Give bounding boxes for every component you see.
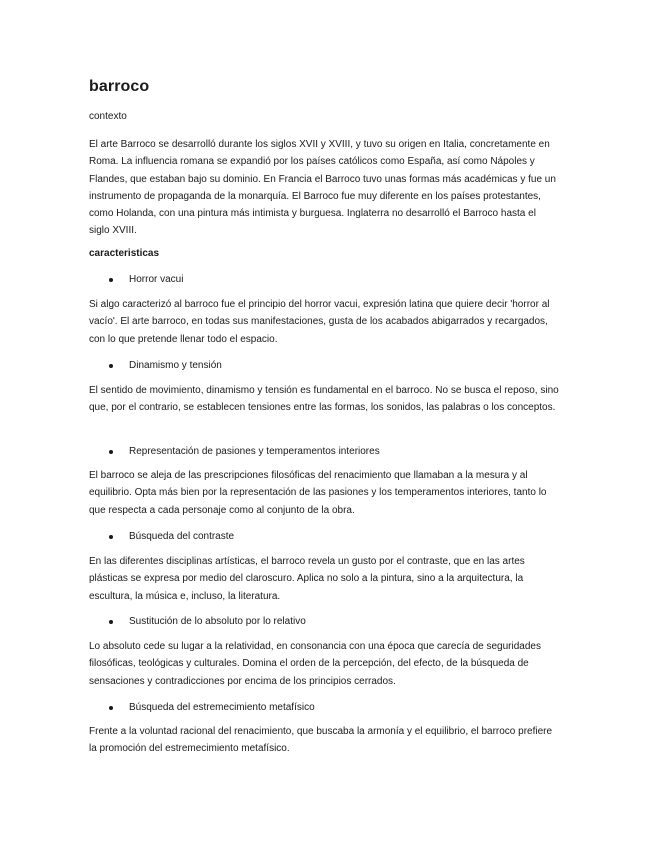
- feature-bullet-relativo: [109, 616, 306, 627]
- feature-bullet-pasiones: [109, 446, 380, 457]
- feature-label: Representación de pasiones y temperamentos interiores: [129, 446, 380, 457]
- bullet-dot-icon: [109, 620, 113, 624]
- feature-bullet-dinamismo: [109, 360, 222, 371]
- bullet-dot-icon: [109, 278, 113, 282]
- feature-text-dinamismo: El sentido de movimiento, dinamismo y tensión es fundamental en el barroco. No se busca el reposo, sino que, por el contrario, se establecen tensiones entre las formas, los sonidos, las palabras o los conceptos.: [89, 385, 559, 414]
- feature-label: Búsqueda del estremecimiento metafísico: [129, 702, 315, 713]
- feature-text-pasiones: El barroco se aleja de las prescripciones filosóficas del renacimiento que llamaban a la mesura y al equilibrio. Opta más bien por la representación de las pasiones y los temperamentos interiores, tanto lo que respecta a cada personaje como al conjunto de la obra.: [89, 470, 547, 516]
- feature-bullet-horror-vacui: [109, 274, 183, 285]
- bullet-dot-icon: [109, 706, 113, 710]
- context-heading: contexto: [89, 111, 127, 122]
- feature-label: Dinamismo y tensión: [129, 360, 222, 371]
- context-paragraph: El arte Barroco se desarrolló durante los siglos XVII y XVIII, y tuvo su origen en Italia, concretamente en Roma. La influencia romana se expandió por los países católicos como España, así como Nápoles y Flandes, que estaban bajo su dominio. En Francia el Barroco tuvo unas formas más académicas y fue un instrumento de propaganda de la monarquía. El Barroco fue muy diferente en los países protestantes, como Holanda, con una pintura más intimista y burguesa. Inglaterra no desarrolló el Barroco hasta el siglo XVIII.: [89, 139, 556, 237]
- feature-label: Sustitución de lo absoluto por lo relativo: [129, 616, 306, 627]
- feature-bullet-contraste: [109, 531, 234, 542]
- feature-text-contraste: En las diferentes disciplinas artísticas, el barroco revela un gusto por el contraste, que en las artes plásticas se expresa por medio del claroscuro. Aplica no solo a la pintura, sino a la arquitectura, la escultura, la música e, incluso, la literatura.: [89, 556, 525, 602]
- feature-text-horror-vacui: Si algo caracterizó al barroco fue el principio del horror vacui, expresión latina que quiere decir 'horror al vacío'. El arte barroco, en todas sus manifestaciones, gusta de los acabados abigarrados y recargados, con lo que pretende llenar todo el espacio.: [89, 299, 550, 345]
- features-heading: caracteristicas: [89, 248, 160, 259]
- bullet-dot-icon: [109, 450, 113, 454]
- bullet-dot-icon: [109, 535, 113, 539]
- feature-label: Búsqueda del contraste: [129, 531, 235, 542]
- document-title: barroco: [89, 78, 150, 95]
- feature-bullet-metafisico: [109, 702, 315, 713]
- bullet-dot-icon: [109, 364, 113, 368]
- feature-label: Horror vacui: [129, 274, 184, 285]
- feature-text-relativo: Lo absoluto cede su lugar a la relatividad, en consonancia con una época que carecía de seguridades filosóficas, teológicas y culturales. Domina el orden de la percepción, del efecto, de la búsqueda de sensaciones y contradicciones por encima de los principios cerrados.: [89, 641, 541, 687]
- feature-text-metafisico: Frente a la voluntad racional del renacimiento, que buscaba la armonía y el equilibrio, el barroco prefiere la promoción del estremecimiento metafísico.: [89, 726, 553, 755]
